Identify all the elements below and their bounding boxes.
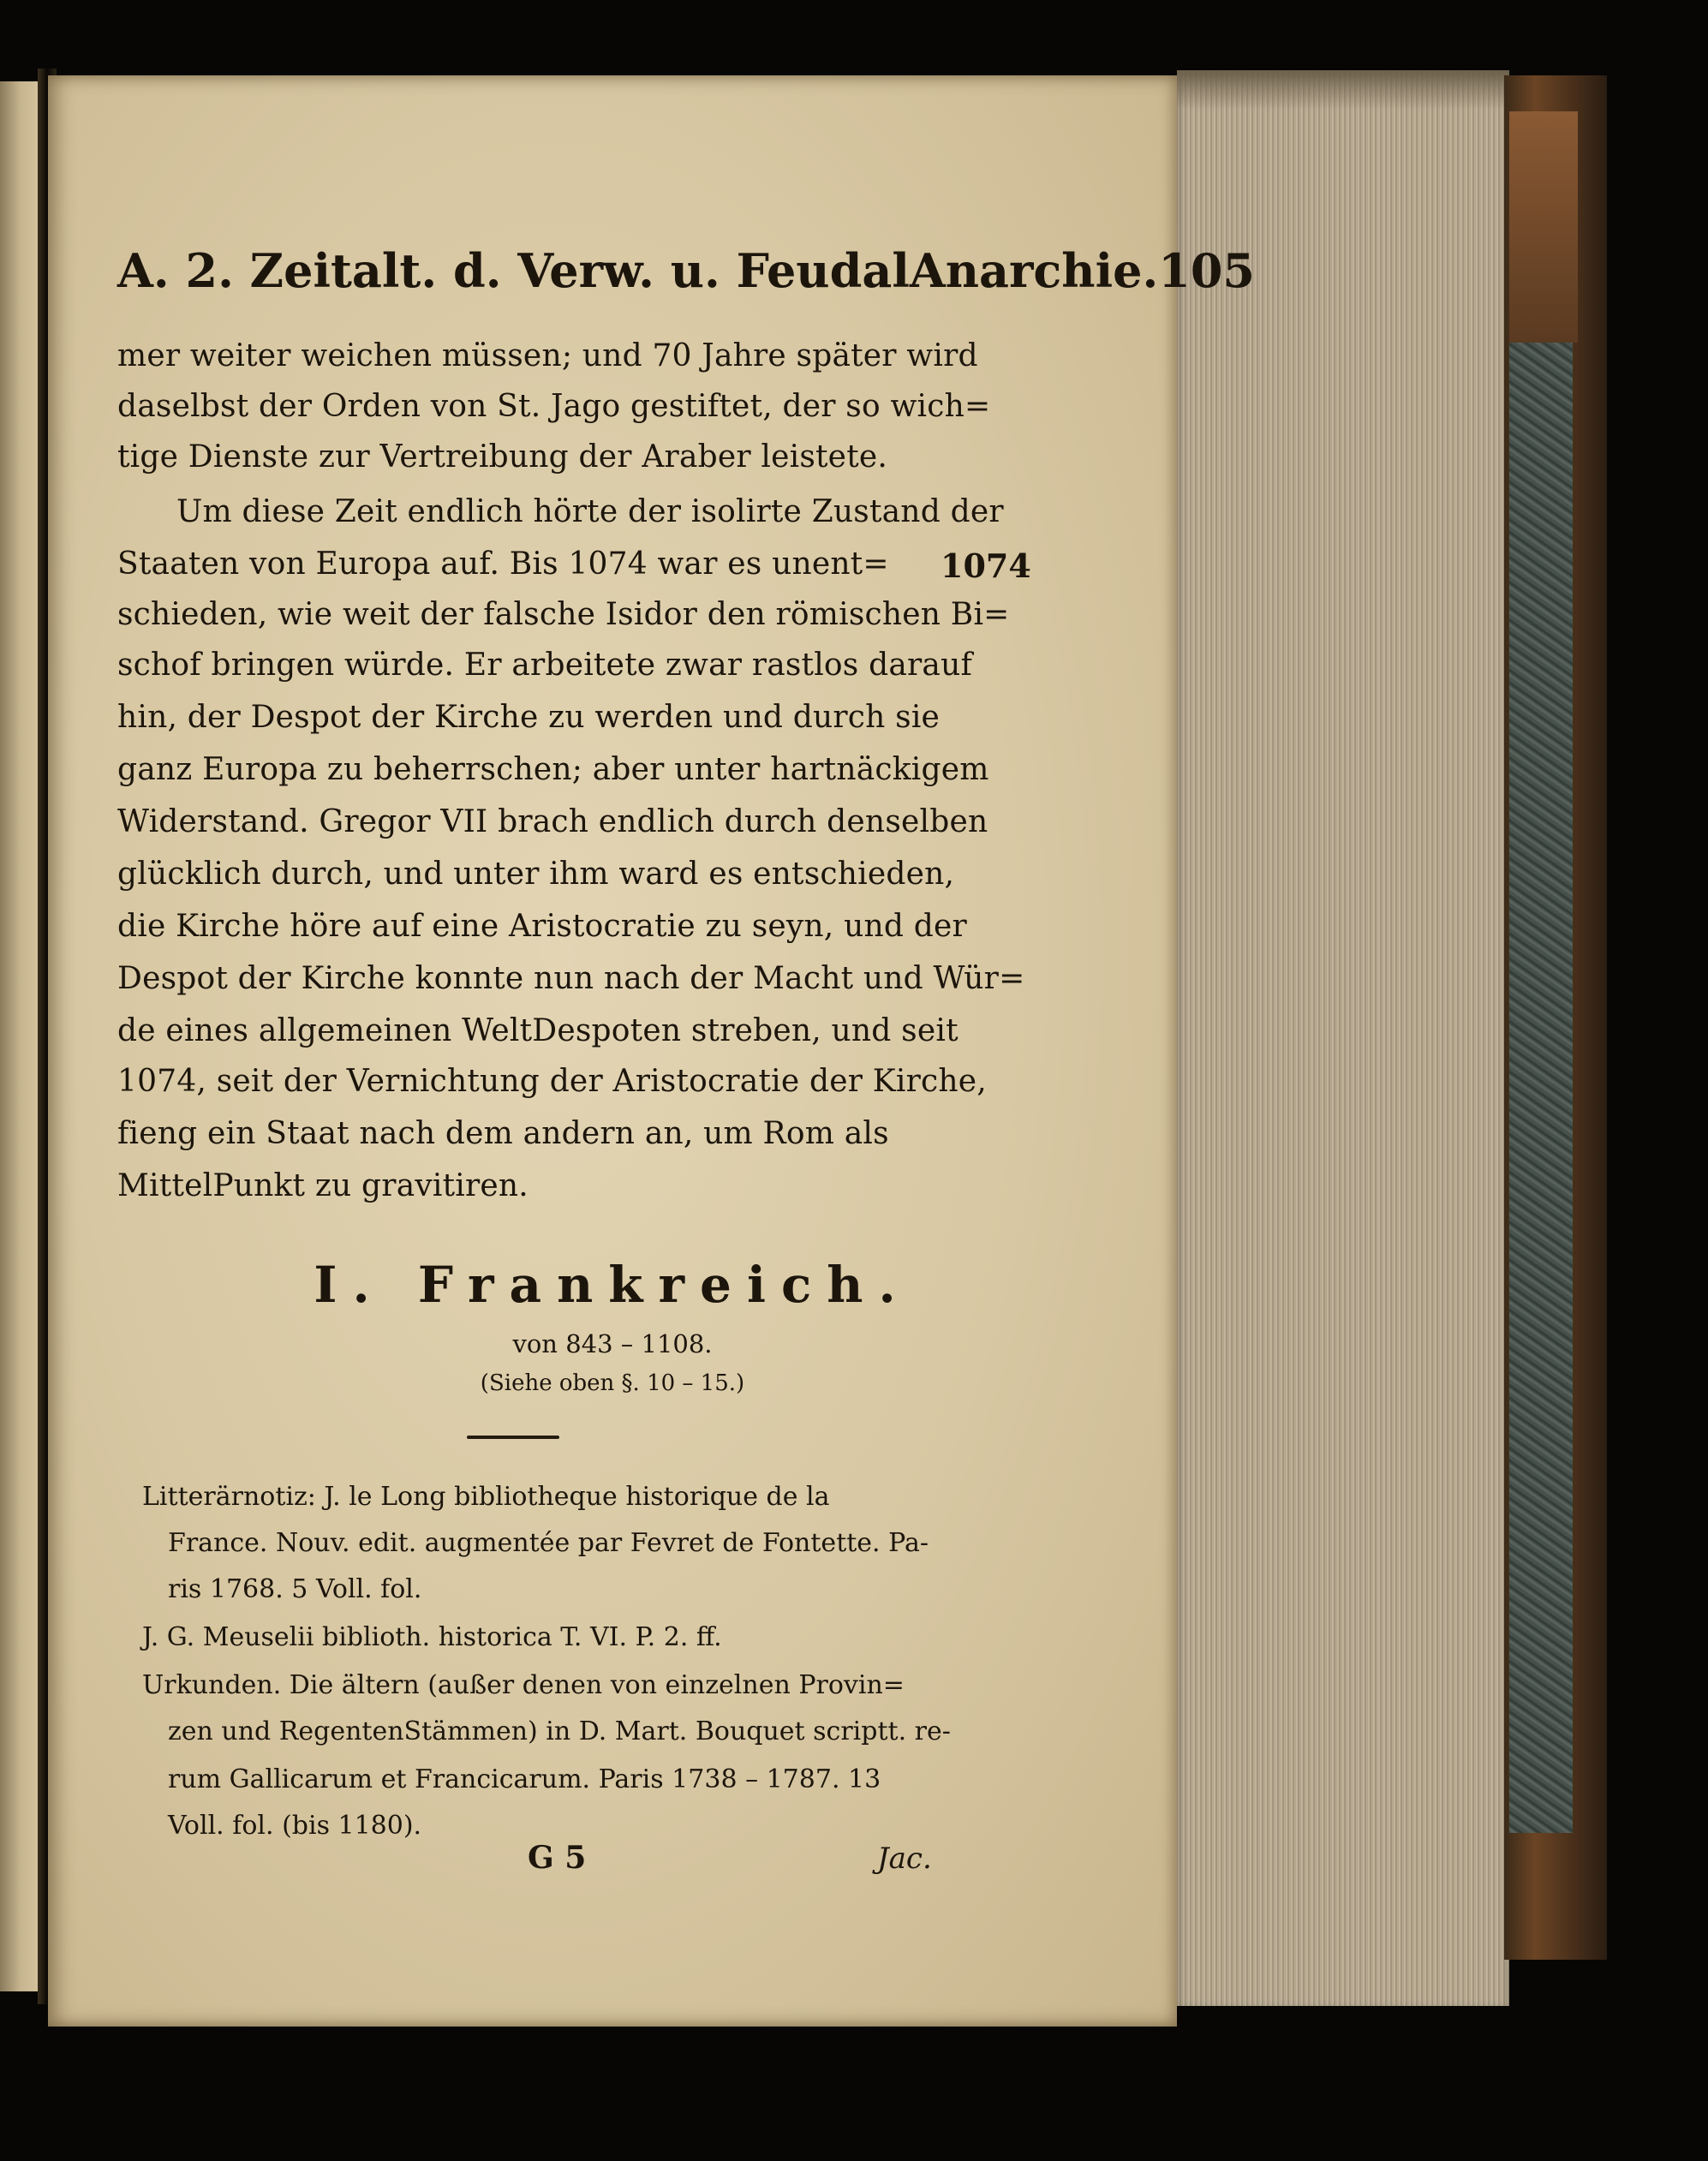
body-line: ganz Europa zu beherrschen; aber unter hartnäckigem: [117, 752, 989, 787]
marbled-cover-paper: [1509, 343, 1573, 1833]
signature-mark: G 5: [528, 1840, 587, 1876]
note-line: France. Nouv. edit. augmentée par Fevret de Fontette. Pa-: [168, 1528, 929, 1558]
note-line: ris 1768. 5 Voll. fol.: [168, 1574, 422, 1604]
body-line: mer weiter weichen müssen; und 70 Jahre später wird: [117, 338, 978, 373]
note-line: J. G. Meuselii biblioth. historica T. VI. P. 2. ff.: [142, 1622, 722, 1652]
note-line: Urkunden. Die ältern (außer denen von einzelnen Provin=: [142, 1670, 905, 1700]
body-line: fieng ein Staat nach dem andern an, um Rom als: [117, 1116, 889, 1151]
body-line: schieden, wie weit der falsche Isidor den römischen Bi=: [117, 597, 1010, 632]
note-line: rum Gallicarum et Francicarum. Paris 1738 – 1787. 13: [168, 1764, 881, 1794]
body-line: Widerstand. Gregor VII brach endlich durch denselben: [117, 804, 988, 839]
note-line: Litterärnotiz: J. le Long bibliotheque historique de la: [142, 1482, 830, 1512]
body-line: Despot der Kirche konnte nun nach der Macht und Wür=: [117, 961, 1025, 996]
body-line: hin, der Despot der Kirche zu werden und durch sie: [117, 700, 941, 735]
section-dates: von 843 – 1108.: [512, 1329, 713, 1358]
body-line: 1074, seit der Vernichtung der Aristocratie der Kirche,: [117, 1064, 987, 1099]
body-line: daselbst der Orden von St. Jago gestiftet, der so wich=: [117, 389, 991, 424]
body-line: Um diese Zeit endlich hörte der isolirte Zustand der: [176, 494, 1004, 529]
leather-corner: [1509, 111, 1578, 343]
page-number: 105: [1158, 243, 1255, 298]
body-line: glücklich durch, und unter ihm ward es entschieden,: [117, 857, 955, 892]
catchword: Jac.: [877, 1842, 932, 1876]
body-line: de eines allgemeinen WeltDespoten streben, und seit: [117, 1013, 959, 1048]
body-line: tige Dienste zur Vertreibung der Araber leistete.: [117, 439, 888, 475]
page-edges-block: [1177, 70, 1509, 2006]
body-line: schof bringen würde. Er arbeitete zwar rastlos darauf: [117, 648, 972, 683]
body-line: MittelPunkt zu gravitiren.: [117, 1168, 529, 1203]
running-header: [117, 243, 1255, 298]
section-reference: (Siehe oben §. 10 – 15.): [480, 1370, 745, 1396]
body-line: Staaten von Europa auf. Bis 1074 war es unent=: [117, 546, 889, 582]
note-line: Voll. fol. (bis 1180).: [168, 1811, 422, 1841]
body-line: die Kirche höre auf eine Aristocratie zu seyn, und der: [117, 909, 967, 944]
section-title: I. Frankreich.: [314, 1256, 911, 1314]
section-divider-rule: [467, 1436, 559, 1439]
margin-year-note: 1074: [941, 546, 1031, 585]
page-edges-shadow: [1177, 70, 1509, 110]
note-line: zen und RegentenStämmen) in D. Mart. Bouquet scriptt. re-: [168, 1716, 951, 1746]
running-title: A. 2. Zeitalt. d. Verw. u. FeudalAnarchie.: [117, 243, 1159, 298]
